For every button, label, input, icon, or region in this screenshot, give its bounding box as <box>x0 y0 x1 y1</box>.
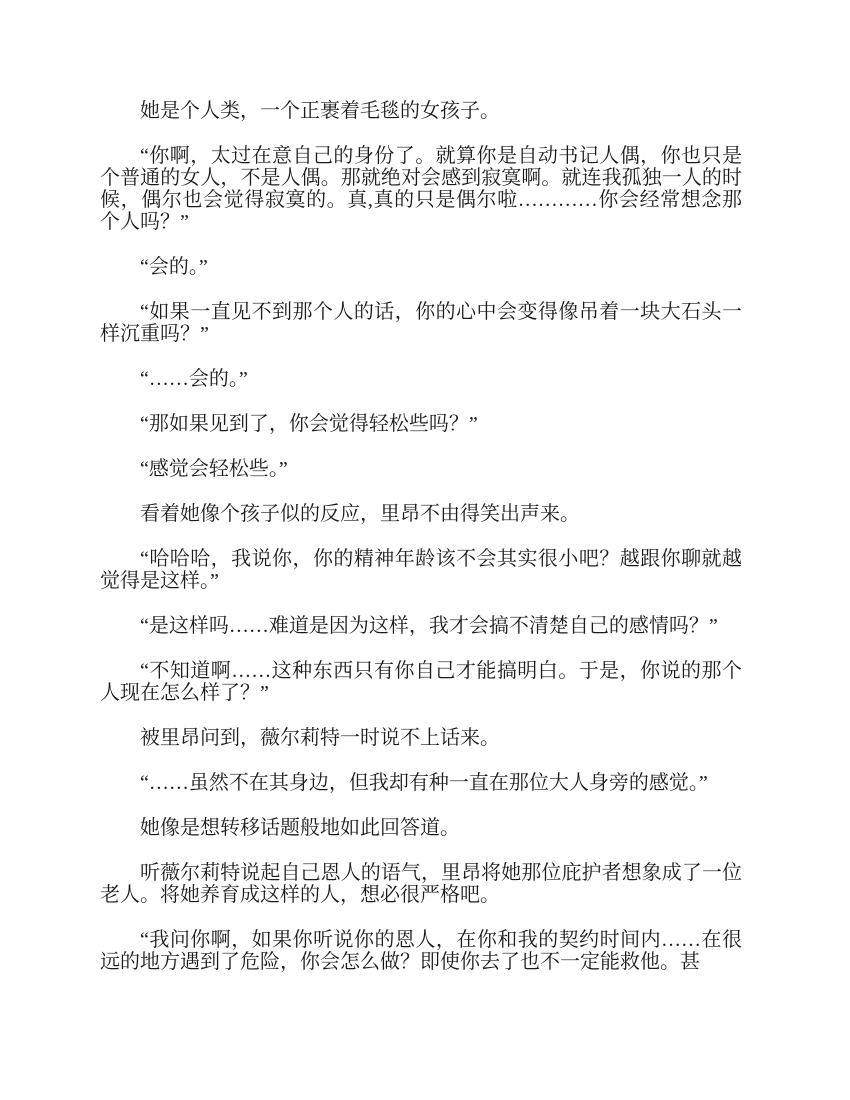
paragraph-8: 看着她像个孩子似的反应，里昂不由得笑出声来。 <box>140 503 580 525</box>
paragraph-11: “不知道啊……这种东西只有你自己才能搞明白。于是，你说的那个人现在怎么样了？” <box>100 660 742 704</box>
paragraph-2: “你啊，太过在意自己的身份了。就算你是自动书记人偶，你也只是个普通的女人，不是人偶。那就绝对会感到寂寞啊。就连我孤独一人的时候，偶尔也会觉得寂寞的。真,真的只是偶尔啦…………你会经常想念那个人吗？” <box>100 145 742 233</box>
paragraph-14: 她像是想转移话题般地如此回答道。 <box>140 817 460 839</box>
paragraph-5: “……会的。” <box>140 368 248 390</box>
paragraph-13: “……虽然不在其身边，但我却有种一直在那位大人身旁的感觉。” <box>140 772 708 794</box>
paragraph-4: “如果一直见不到那个人的话，你的心中会变得像吊着一块大石头一样沉重吗？” <box>100 301 742 345</box>
paragraph-6: “那如果见到了，你会觉得轻松些吗？” <box>140 413 478 435</box>
paragraph-12: 被里昂问到，薇尔莉特一时说不上话来。 <box>140 727 500 749</box>
paragraph-10: “是这样吗……难道是因为这样，我才会搞不清楚自己的感情吗？” <box>140 615 718 637</box>
paragraph-3: “会的。” <box>140 256 208 278</box>
text-block <box>100 100 742 973</box>
paragraph-15: 听薇尔莉特说起自己恩人的语气，里昂将她那位庇护者想象成了一位老人。将她养育成这样的人，想必很严格吧。 <box>100 862 742 906</box>
paragraph-7: “感觉会轻松些。” <box>140 458 288 480</box>
paragraph-9: “哈哈哈，我说你，你的精神年龄该不会其实很小吧？越跟你聊就越觉得是这样。” <box>100 548 742 592</box>
paragraph-1: 她是个人类，一个正裹着毛毯的女孩子。 <box>140 100 500 122</box>
paragraph-16: “我问你啊，如果你听说你的恩人，在你和我的契约时间内……在很远的地方遇到了危险，你会怎么做？即使你去了也不一定能救他。甚 <box>100 929 742 973</box>
